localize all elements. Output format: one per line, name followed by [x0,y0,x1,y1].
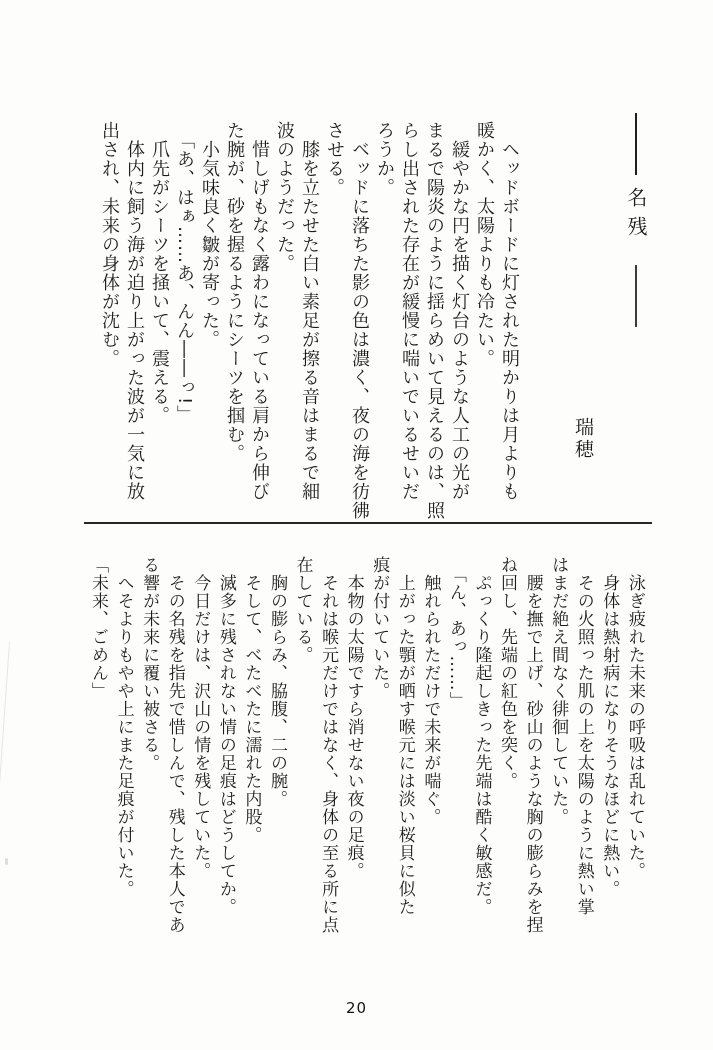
text-line: ろうか。 [374,121,395,197]
text-line: それは喉元だけではなく、身体の至る所に点 [318,556,339,934]
text-line: 触れられただけで未来が喘ぐ。 [420,556,441,826]
text-line: 「ん、あっ……」 [445,556,466,710]
text-line: 上がった顎が晒す喉元には淡い桜貝に似た [394,556,415,916]
title-dash-bottom [635,265,637,327]
text-line: 在している。 [292,556,313,664]
text-line: その火照った肌の上を太陽のように熱い掌 [573,556,594,916]
text-line: る響が未来に覆い被さる。 [139,556,160,772]
text-line: た腕が、砂を握るようにシーツを掴む。 [224,121,245,463]
text-line: はまだ絶え間なく徘徊していた。 [548,556,569,826]
text-line: 「あ、はぁ……あ、んん――っ!」 [174,121,195,425]
title-dash-top [635,113,637,175]
text-line: へそよりもやや上にまた足痕が付いた。 [113,556,134,898]
text-line: 胸の膨らみ、脇腹、二の腕。 [266,556,287,808]
scan-speck-artifact [5,858,8,865]
text-line: ベッドに落ちた影の色は濃く、夜の海を彷彿 [349,121,370,520]
text-line: 腰を撫で上げ、砂山のような胸の膨らみを捏 [522,556,543,934]
text-line: 体内に飼う海が迫り上がった波が一気に放 [124,121,145,501]
text-line: 今日だけは、沢山の情を残していた。 [190,556,211,880]
text-line: 出され、未来の身体が沈む。 [99,121,120,368]
text-line: 暖かく、太陽よりも冷たい。 [474,121,495,368]
text-line: 「未来、ごめん」 [88,556,108,700]
text-line: 小気味良く皺が寄った。 [199,121,220,349]
author-name: 瑞穂 [572,417,594,461]
text-line: 緩やかな円を描く灯台のような人工の光が [449,121,470,501]
text-line: らし出された存在が緩慢に喘いでいるせいだ [399,121,420,501]
text-line: 本物の太陽ですら消せない夜の足痕。 [343,556,364,880]
text-line: ね回し、先端の紅色を突く。 [497,556,517,790]
text-line: その名残を指先で惜しんで、残した本人であ [164,556,185,934]
text-line: 爪先がシーツを掻いて、震える。 [149,121,170,425]
text-section-2 [89,556,643,948]
text-line: ヘッドボードに灯された明かりは月よりも [499,121,520,501]
text-section-1 [100,121,518,523]
text-line: そして、べたべたに濡れた内股。 [241,556,262,844]
text-line: まるで陽炎のように揺らめいて見えるのは、照 [424,121,445,520]
chapter-title-block [617,113,655,443]
text-line: 惜しげもなく露わになっている肩から伸び [249,121,270,501]
text-line: 波のようだった。 [274,121,295,273]
text-line: させる。 [324,121,345,197]
text-line: 泳ぎ疲れた未来の呼吸は乱れていた。 [624,556,645,880]
text-line: ぷっくり隆起しきった先端は酷く敏感だ。 [471,556,492,916]
text-line: 膝を立たせた白い素足が擦る音はまるで細 [299,121,320,501]
text-line: 身体は熱射病になりそうなほどに熱い。 [599,556,620,898]
text-line: 痕が付いていた。 [369,556,390,700]
scan-crease-artifact [0,642,10,891]
text-line: 滅多に残されない情の足痕はどうしてか。 [215,556,236,916]
page-number: 20 [345,999,368,1017]
page-title: 名残 [624,187,648,245]
section-divider [84,522,652,524]
